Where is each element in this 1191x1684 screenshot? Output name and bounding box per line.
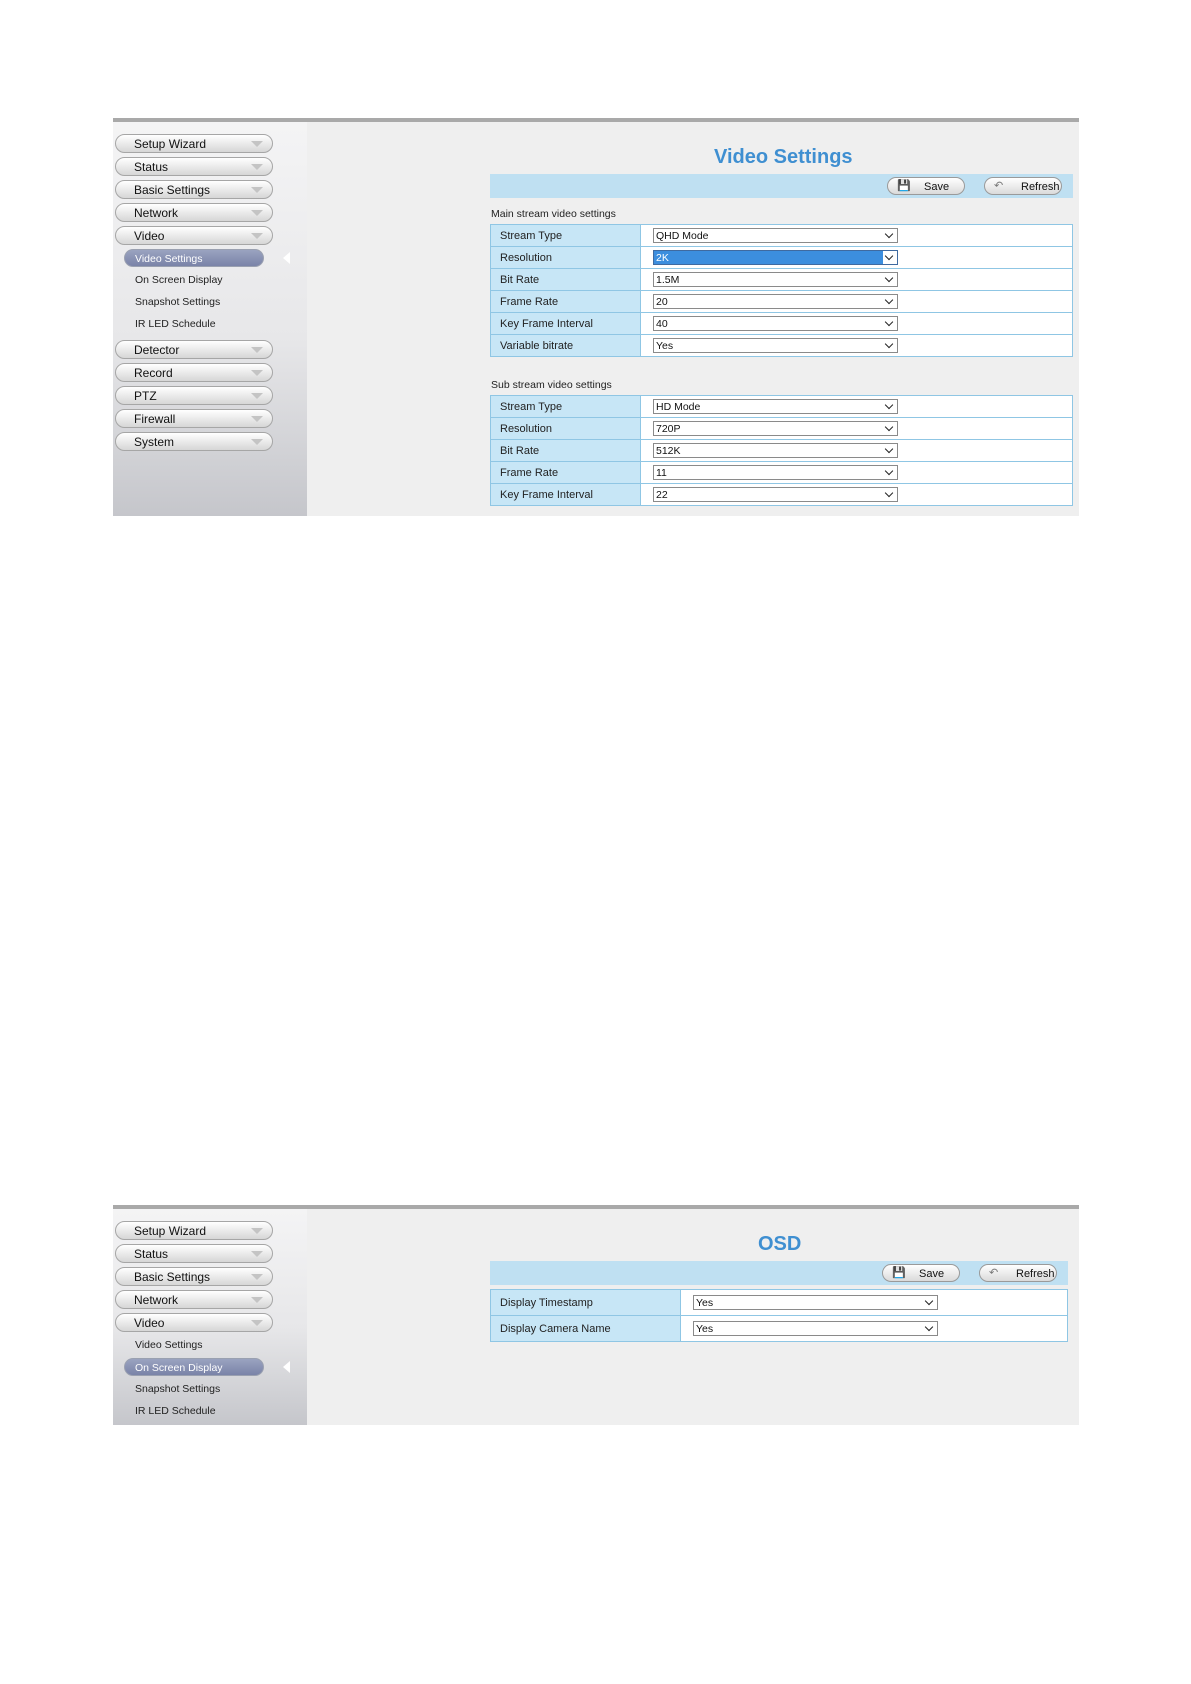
chevron-down-icon	[883, 488, 897, 501]
chevron-down-icon	[883, 400, 897, 413]
submenu-item-ir-led-schedule[interactable]: IR LED Schedule	[135, 318, 216, 330]
table-row	[491, 225, 1073, 247]
field-label: Key Frame Interval	[491, 313, 641, 335]
sidebar-item-record[interactable]: Record	[115, 363, 273, 382]
sidebar-menu	[113, 1209, 307, 1425]
table-row	[491, 484, 1073, 506]
bit-rate-select[interactable]: 1.5M	[653, 272, 898, 287]
sidebar-item-basic-settings[interactable]: Basic Settings	[115, 180, 273, 199]
sidebar-item-status[interactable]: Status	[115, 157, 273, 176]
refresh-button[interactable]: ↶ Refresh	[979, 1264, 1057, 1282]
chevron-down-icon	[251, 141, 263, 147]
chevron-down-icon	[883, 444, 897, 457]
sub-stream-table	[490, 395, 1073, 506]
variable-bitrate-select[interactable]: Yes	[653, 338, 898, 353]
save-icon: 💾	[897, 180, 911, 192]
chevron-down-icon	[251, 1274, 263, 1280]
table-row	[491, 418, 1073, 440]
chevron-down-icon	[923, 1322, 937, 1335]
chevron-down-icon	[251, 1297, 263, 1303]
table-row	[491, 247, 1073, 269]
field-label: Frame Rate	[491, 462, 641, 484]
chevron-down-icon	[883, 422, 897, 435]
chevron-down-icon	[883, 273, 897, 286]
sub-frame-rate-select[interactable]: 11	[653, 465, 898, 480]
sidebar-item-detector[interactable]: Detector	[115, 340, 273, 359]
toolbar	[490, 1261, 1068, 1285]
table-row	[491, 462, 1073, 484]
frame-rate-select[interactable]: 20	[653, 294, 898, 309]
sidebar-item-video[interactable]: Video	[115, 1313, 273, 1332]
resolution-select[interactable]: 2K	[653, 250, 898, 265]
sidebar-item-video[interactable]: Video	[115, 226, 273, 245]
refresh-icon: ↶	[994, 180, 1004, 192]
table-row	[491, 440, 1073, 462]
osd-table	[490, 1289, 1068, 1342]
field-label: Display Timestamp	[491, 1290, 681, 1316]
sidebar-item-ptz[interactable]: PTZ	[115, 386, 273, 405]
content-panel	[307, 1209, 1079, 1425]
chevron-down-icon	[251, 1228, 263, 1234]
chevron-down-icon	[251, 187, 263, 193]
chevron-down-icon	[251, 1320, 263, 1326]
sidebar-item-network[interactable]: Network	[115, 1290, 273, 1309]
active-pointer-icon	[283, 252, 290, 264]
sub-resolution-select[interactable]: 720P	[653, 421, 898, 436]
chevron-down-icon	[251, 233, 263, 239]
chevron-down-icon	[251, 347, 263, 353]
save-icon: 💾	[892, 1267, 906, 1279]
chevron-down-icon	[251, 370, 263, 376]
chevron-down-icon	[883, 317, 897, 330]
chevron-down-icon	[251, 164, 263, 170]
submenu-item-snapshot-settings[interactable]: Snapshot Settings	[135, 296, 221, 308]
chevron-down-icon	[883, 339, 897, 352]
table-row	[491, 269, 1073, 291]
field-label: Variable bitrate	[491, 335, 641, 357]
main-stream-table	[490, 224, 1073, 357]
display-camera-name-select[interactable]: Yes	[693, 1321, 938, 1336]
save-button[interactable]: 💾 Save	[887, 177, 965, 195]
submenu-item-video-settings[interactable]: Video Settings	[124, 249, 264, 267]
field-label: Bit Rate	[491, 440, 641, 462]
submenu-item-snapshot-settings[interactable]: Snapshot Settings	[135, 1383, 221, 1395]
sidebar-item-firewall[interactable]: Firewall	[115, 409, 273, 428]
key-frame-interval-select[interactable]: 40	[653, 316, 898, 331]
table-row	[491, 396, 1073, 418]
sidebar-menu	[113, 122, 307, 516]
refresh-button[interactable]: ↶ Refresh	[984, 177, 1062, 195]
chevron-down-icon	[883, 466, 897, 479]
submenu-item-on-screen-display[interactable]: On Screen Display	[124, 1358, 264, 1376]
toolbar	[490, 174, 1073, 198]
submenu-item-video-settings[interactable]: Video Settings	[135, 1339, 203, 1351]
sub-stream-type-select[interactable]: HD Mode	[653, 399, 898, 414]
screenshot-video-settings	[113, 118, 1079, 516]
stream-type-select[interactable]: QHD Mode	[653, 228, 898, 243]
field-label: Frame Rate	[491, 291, 641, 313]
chevron-down-icon	[883, 251, 897, 264]
table-row	[491, 291, 1073, 313]
chevron-down-icon	[251, 210, 263, 216]
chevron-down-icon	[251, 416, 263, 422]
display-timestamp-select[interactable]: Yes	[693, 1295, 938, 1310]
field-label: Display Camera Name	[491, 1316, 681, 1342]
chevron-down-icon	[251, 393, 263, 399]
table-row	[491, 1316, 1068, 1342]
field-label: Resolution	[491, 247, 641, 269]
page-title: Video Settings	[714, 146, 853, 168]
table-row	[491, 335, 1073, 357]
screenshot-osd	[113, 1205, 1079, 1425]
sidebar-item-setup-wizard[interactable]: Setup Wizard	[115, 134, 273, 153]
sub-key-frame-interval-select[interactable]: 22	[653, 487, 898, 502]
sidebar-item-network[interactable]: Network	[115, 203, 273, 222]
chevron-down-icon	[883, 295, 897, 308]
sidebar-item-system[interactable]: System	[115, 432, 273, 451]
chevron-down-icon	[251, 1251, 263, 1257]
sidebar-item-status[interactable]: Status	[115, 1244, 273, 1263]
chevron-down-icon	[923, 1296, 937, 1309]
field-label: Key Frame Interval	[491, 484, 641, 506]
page-title: OSD	[758, 1233, 802, 1255]
field-label: Bit Rate	[491, 269, 641, 291]
content-panel	[307, 122, 1079, 516]
submenu-item-on-screen-display[interactable]: On Screen Display	[135, 274, 223, 286]
table-row	[491, 313, 1073, 335]
chevron-down-icon	[251, 439, 263, 445]
sidebar-item-basic-settings[interactable]: Basic Settings	[115, 1267, 273, 1286]
sub-stream-title: Sub stream video settings	[491, 379, 612, 391]
field-label: Stream Type	[491, 225, 641, 247]
submenu-item-ir-led-schedule[interactable]: IR LED Schedule	[135, 1405, 216, 1417]
save-button[interactable]: 💾 Save	[882, 1264, 960, 1282]
active-pointer-icon	[283, 1361, 290, 1373]
refresh-icon: ↶	[989, 1267, 999, 1279]
table-row	[491, 1290, 1068, 1316]
sub-bit-rate-select[interactable]: 512K	[653, 443, 898, 458]
sidebar-item-setup-wizard[interactable]: Setup Wizard	[115, 1221, 273, 1240]
chevron-down-icon	[883, 229, 897, 242]
field-label: Stream Type	[491, 396, 641, 418]
main-stream-title: Main stream video settings	[491, 208, 616, 220]
field-label: Resolution	[491, 418, 641, 440]
